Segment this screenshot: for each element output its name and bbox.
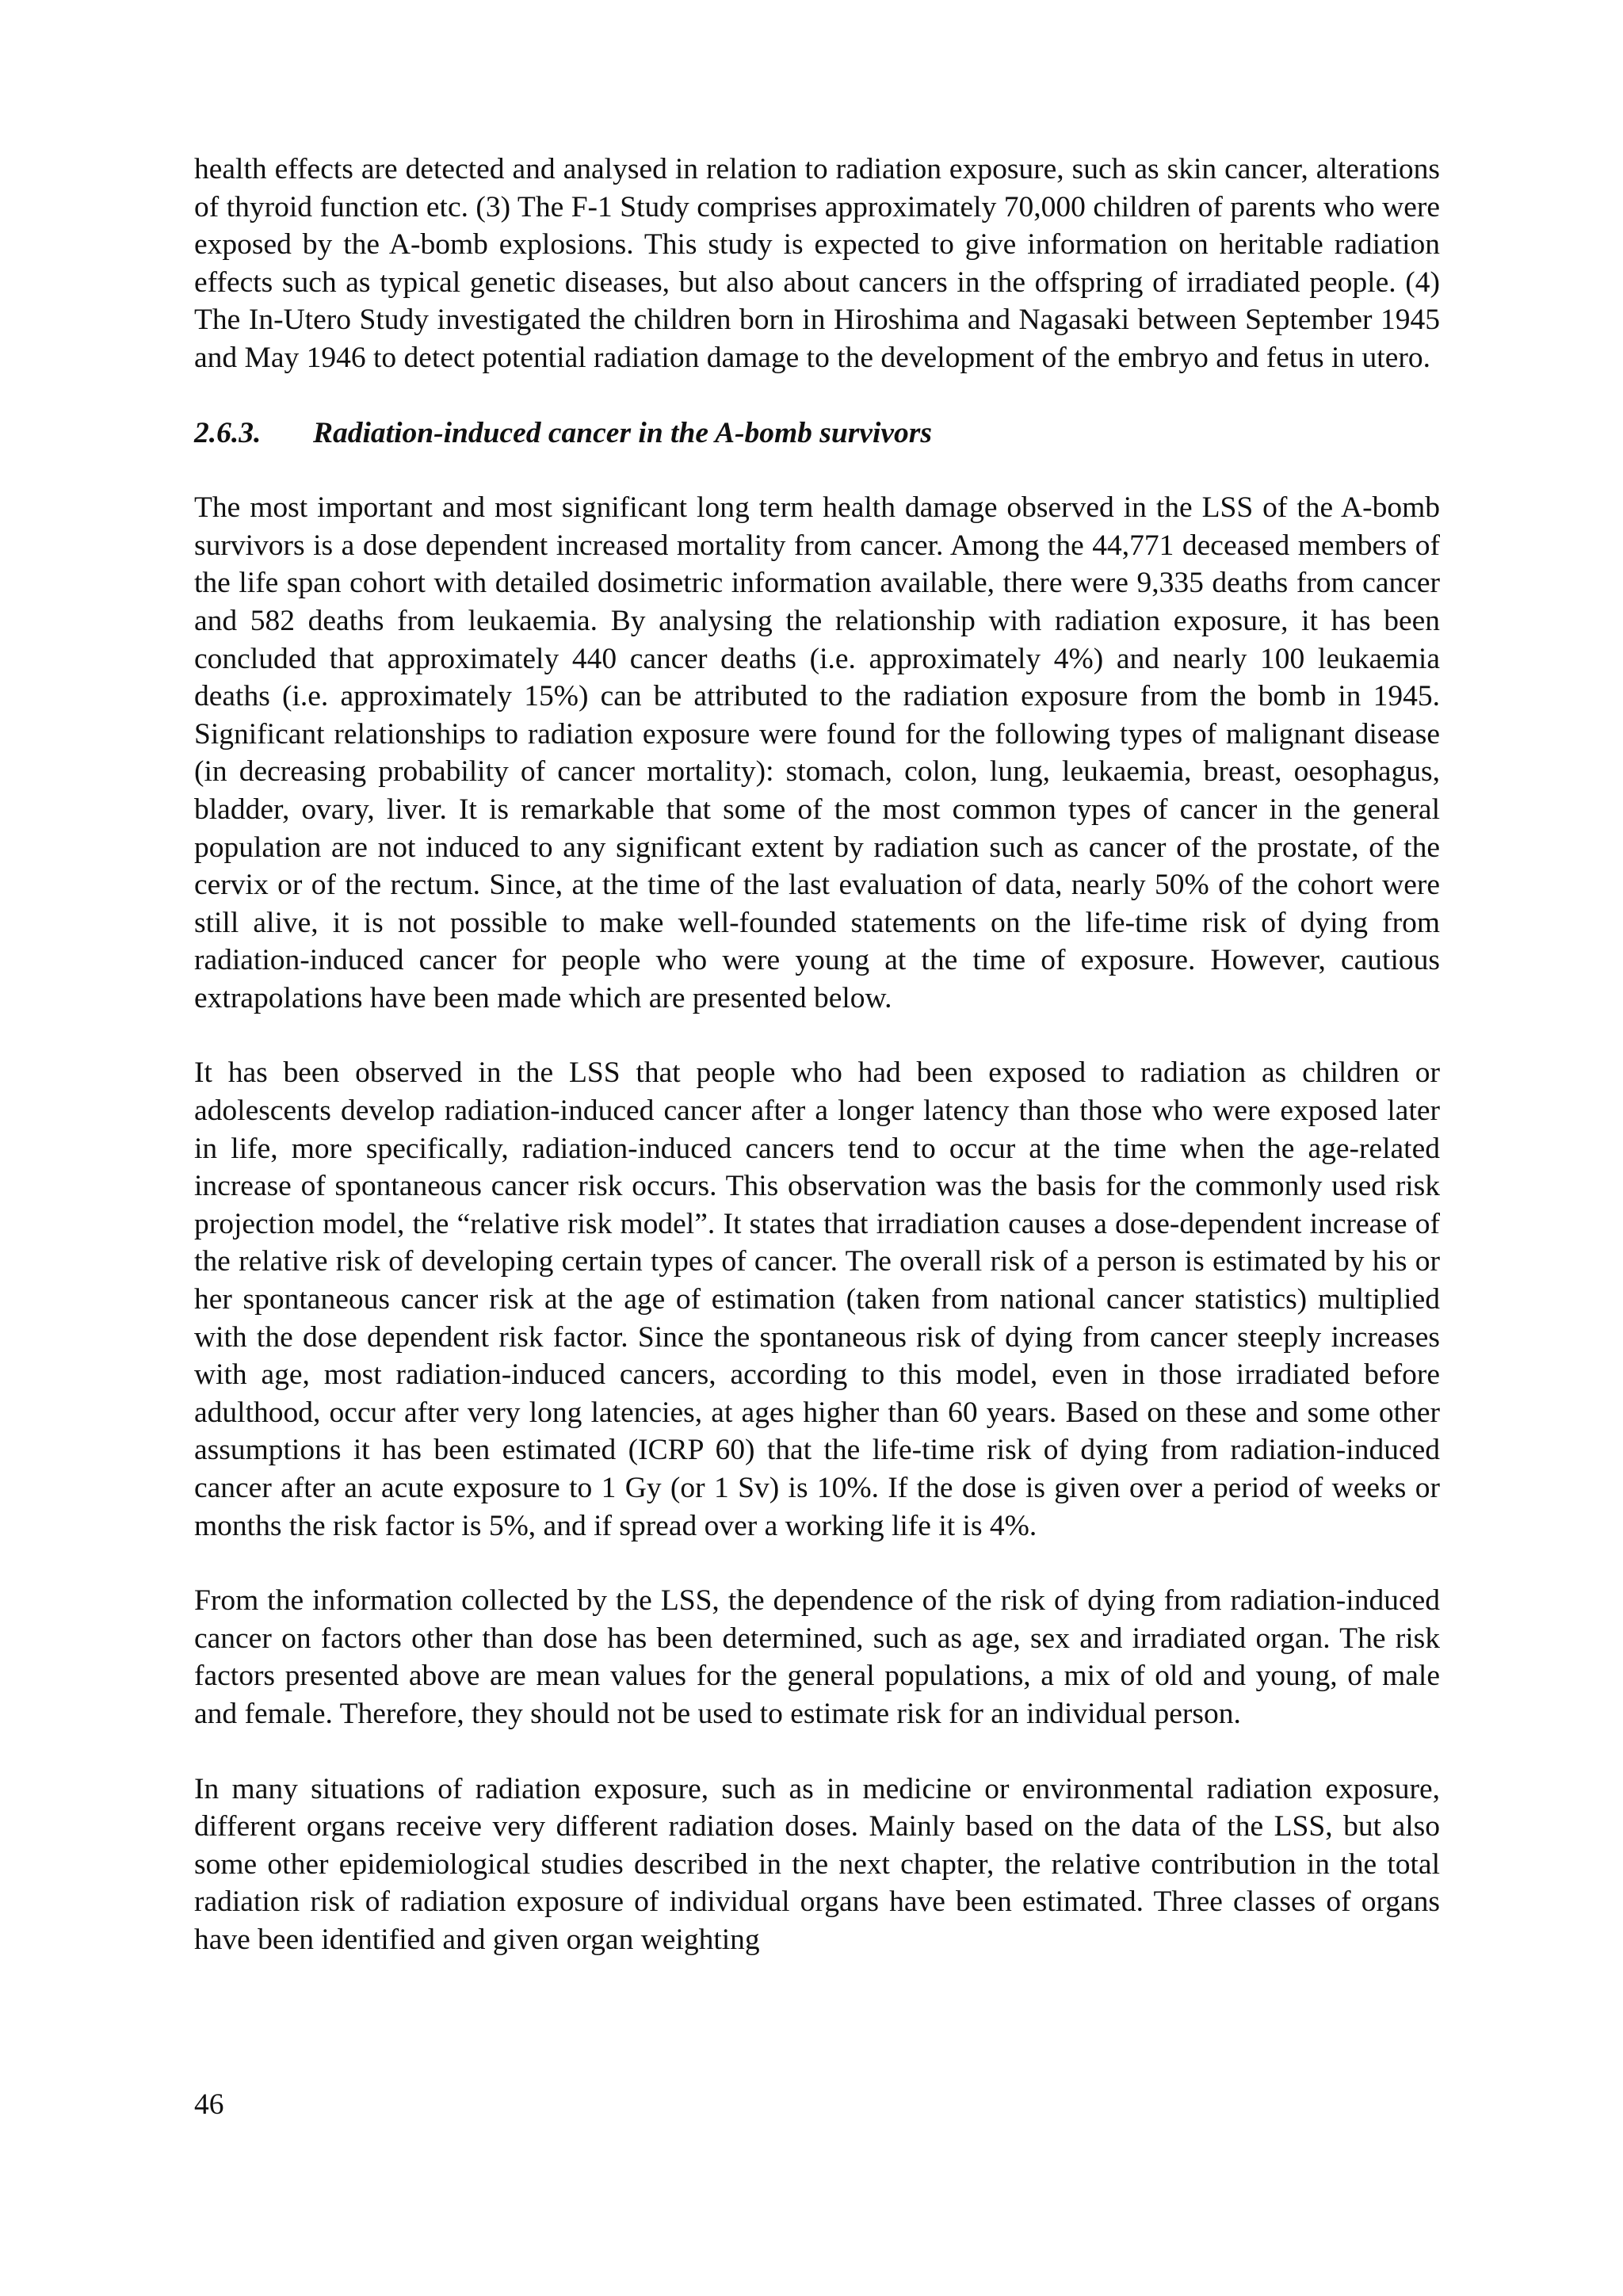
page-number: 46 [194,2088,224,2121]
paragraph-4: In many situations of radiation exposure, such as in medicine or environmental radiation exposure, different organs receive very different radiation doses. Mainly based on the data of the LSS, but also some other epidemiological studies described in the next chapter, the relative contribution in the total radiation risk of radiation exposure of individual organs have been estimated. Three classes of organs have been identified and given organ weighting [194,1772,1440,1956]
paragraph-2: It has been observed in the LSS that people who had been exposed to radiation as children or adolescents develop radiation-induced cancer after a longer latency than those who were exposed later in life, more specifically, radiation-induced cancers tend to occur at the time when the age-related increase of spontaneous cancer risk occurs. This observation was the basis for the commonly used risk projection model, the “relative risk model”. It states that irradiation causes a dose-dependent increase of the relative risk of developing certain types of cancer. The overall risk of a person is estimated by his or her spontaneous cancer risk at the age of estimation (taken from national cancer statistics) multiplied with the dose dependent risk factor. Since the spontaneous risk of dying from cancer steeply increases with age, most radiation-induced cancers, according to this model, even in those irradiated before adulthood, occur after very long latencies, at ages higher than 60 years. Based on these and some other assumptions it has been estimated (ICRP 60) that the life-time risk of dying from radiation-induced cancer after an acute exposure to 1 Gy (or 1 Sv) is 10%. If the dose is given over a period of weeks or months the risk factor is 5%, and if spread over a working life it is 4%. [194,1056,1440,1542]
page-body [194,151,1440,1996]
section-title: Radiation-induced cancer in the A-bomb survivors [313,416,932,449]
section-number: 2.6.3. [194,416,262,449]
paragraph-3: From the information collected by the LSS, the dependence of the risk of dying from radiation-induced cancer on factors other than dose has been determined, such as age, sex and irradiated organ. The risk factors presented above are mean values for the general populations, a mix of old and young, of male and female. Therefore, they should not be used to estimate risk for an individual person. [194,1584,1440,1730]
paragraph-intro: health effects are detected and analysed in relation to radiation exposure, such as skin cancer, alterations of thyroid function etc. (3) The F-1 Study comprises approximately 70,000 children of parents who were exposed by the A-bomb explosions. This study is expected to give information on heritable radiation effects such as typical genetic diseases, but also about cancers in the offspring of irradiated people. (4) The In-Utero Study investigated the children born in Hiroshima and Nagasaki between September 1945 and May 1946 to detect potential radiation damage to the development of the embryo and fetus in utero. [194,153,1440,374]
paragraph-1: The most important and most significant long term health damage observed in the LSS of the A-bomb survivors is a dose dependent increased mortality from cancer. Among the 44,771 deceased members of the life span cohort with detailed dosimetric information available, there were 9,335 deaths from cancer and 582 deaths from leukaemia. By analysing the relationship with radiation exposure, it has been concluded that approximately 440 cancer deaths (i.e. approximately 4%) and nearly 100 leukaemia deaths (i.e. approximately 15%) can be attributed to the radiation exposure from the bomb in 1945. Significant relationships to radiation exposure were found for the following types of malignant disease (in decreasing probability of cancer mortality): stomach, colon, lung, leukaemia, breast, oesophagus, bladder, ovary, liver. It is remarkable that some of the most common types of cancer in the general population are not induced to any significant extent by radiation such as cancer of the prostate, of the cervix or of the rectum. Since, at the time of the last evaluation of data, nearly 50% of the cohort were still alive, it is not possible to make well-founded statements on the life-time risk of dying from radiation-induced cancer for people who were young at the time of exposure. However, cautious extrapolations have been made which are presented below. [194,491,1440,1014]
section-heading [194,415,1440,453]
